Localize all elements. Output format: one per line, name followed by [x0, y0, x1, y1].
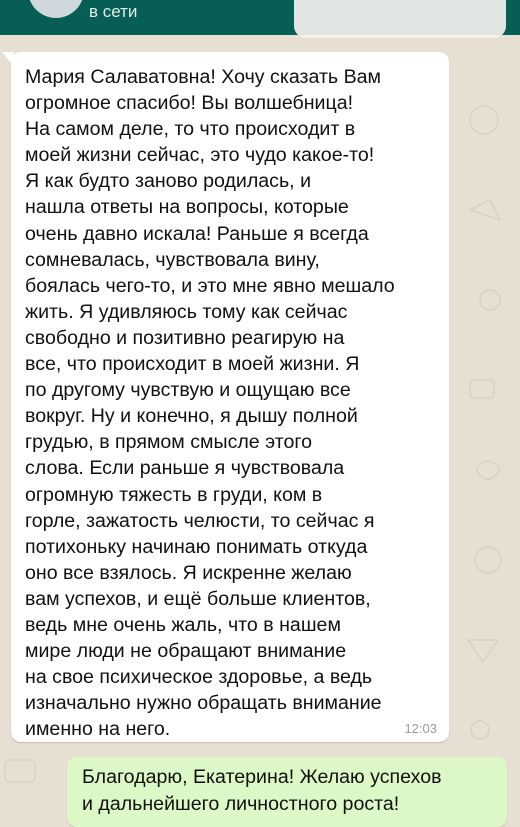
message-timestamp: 12:03 — [404, 721, 437, 736]
outgoing-message-text: Благодарю, Екатерина! Желаю успехов и дальнейшего личностного роста! — [82, 766, 442, 815]
contact-status: в сети — [89, 2, 138, 21]
outgoing-message-bubble[interactable] — [67, 757, 507, 827]
date-pill — [294, 0, 506, 38]
bubble-tail — [2, 52, 14, 66]
incoming-message-bubble[interactable] — [11, 52, 449, 742]
incoming-message-text: Мария Салаватовна! Хочу сказать Вам огромное спасибо! Вы волшебница! На самом деле, то что происходит в моей жизни сейчас, это чудо какое-то! Я как будто заново родилась, и нашла ответы на вопросы, которые очень давно искала! Раньше я всегда сомневалась, чувствовала вину, боялась чего-то, и это мне явно мешало жить. Я удивляюсь тому как сейчас свободно и позитивно реагирую на все, что происходит в моей жизни. Я по другому чувствую и ощущаю все вокруг. Ну и конечно, я дышу полной грудью, в прямом смысле этого слова. Если раньше я чувствовала огромную тяжесть в груди, ком в горле, зажатость челюсти, то сейчас я потихоньку начинаю понимать откуда оно все взялось. Я искренне желаю вам успехов, и ещё больше клиентов, ведь мне очень жаль, что в нашем мире люди не обращают внимание на свое психическое здоровье, а ведь изначально нужно обращать внимание именно на него. — [25, 66, 395, 741]
contact-avatar[interactable] — [28, 0, 84, 18]
